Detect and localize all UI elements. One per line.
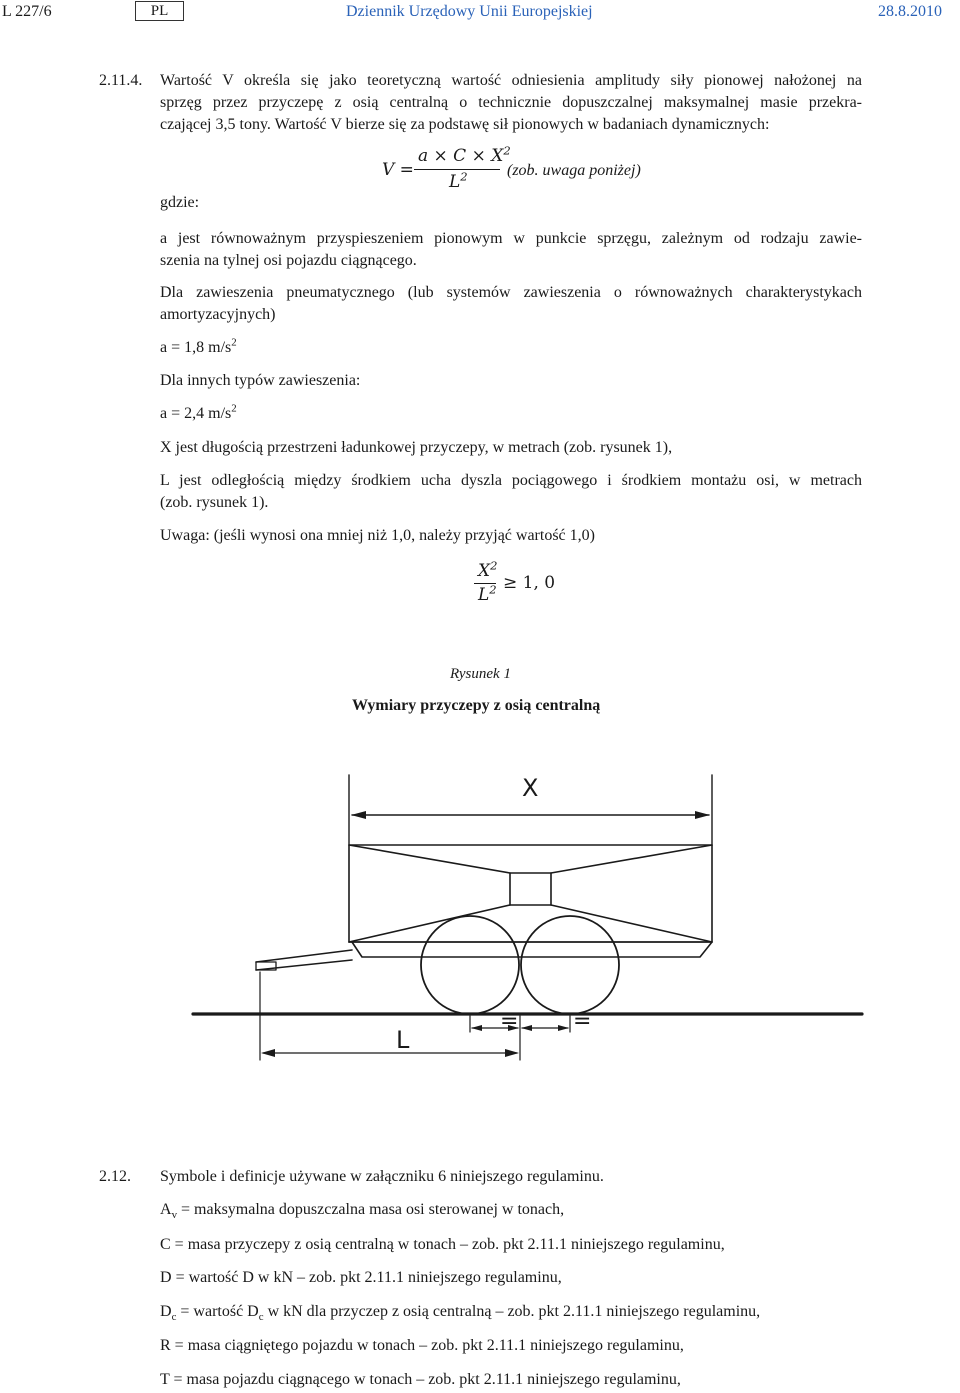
note-text: Uwaga: (jeśli wynosi ona mniej niż 1,0, należy przyjąć wartość 1,0) <box>160 527 595 544</box>
a-value-pneumatic: a = 1,8 $m/s^2$ <box>160 336 237 356</box>
label-l: L <box>396 1026 410 1054</box>
front-wheel <box>421 916 519 1014</box>
body-center-box <box>510 873 551 905</box>
arrowhead <box>558 1025 569 1031</box>
section-number: 2.11.4. <box>99 72 143 89</box>
language-badge: PL <box>135 1 184 21</box>
arrowhead <box>471 1025 482 1031</box>
paragraph-line: czającej 3,5 tony. Wartość V bierze się za podstawę sił pionowych w badaniach dynamicznych: <box>160 116 770 133</box>
formula-lhs: V = <box>382 160 414 180</box>
publication-date: 28.8.2010 <box>878 3 942 20</box>
x-definition: X jest długością przestrzeni ładunkowej przyczepy, w metrach (zob. rysunek 1), <box>160 439 673 456</box>
arrowhead <box>521 1025 532 1031</box>
inequality-denominator: $L^2$ <box>478 582 497 605</box>
paragraph-line: szenia na tylnej osi pojazdu ciągnącego. <box>160 252 417 269</box>
l-definition-line: (zob. rysunek 1). <box>160 494 269 511</box>
arrowhead <box>351 811 366 819</box>
arrowhead <box>695 811 710 819</box>
figure-title: Wymiary przyczepy z osią centralną <box>352 697 601 714</box>
chassis <box>352 942 712 957</box>
label-equal: = <box>500 1009 519 1034</box>
page-reference: L 227/6 <box>2 3 52 20</box>
body-outline <box>349 845 712 942</box>
formula-denominator: $L^2$ <box>449 169 468 192</box>
paragraph-line: a jest równoważnym przyspieszeniem pionowym w punkcie sprzęgu, zależnym od rodzaju zawie- <box>160 230 862 247</box>
arrowhead <box>261 1049 275 1057</box>
body-edge <box>551 905 712 942</box>
paragraph-line: sprzęg przez przyczepę z osią centralną o technicznie dopuszczalnej maksymalnej masie przekra- <box>160 94 862 111</box>
rear-wheel <box>521 916 619 1014</box>
l-definition-line: L jest odległością między środkiem ucha dyszla pociągowego i środkiem montażu osi, w metrach <box>160 472 862 489</box>
label-x: X <box>522 774 539 802</box>
paragraph-line: Wartość V określa się jako teoretyczną wartość odniesienia amplitudy siły pionowej nałożonej na <box>160 72 862 89</box>
paragraph-line: amortyzacyjnych) <box>160 306 276 323</box>
definition-item: R = masa ciągniętego pojazdu w tonach – zob. pkt 2.11.1 niniejszego regulaminu, <box>160 1337 684 1354</box>
inequality-numerator: $X^2$ <box>478 558 498 581</box>
paragraph-line: Dla zawieszenia pneumatycznego (lub systemów zawieszenia o równoważnych charakterystykach <box>160 284 862 301</box>
definition-item: $D_c$ = wartość $D_c$ w kN dla przyczep z osią centralną – zob. pkt 2.11.1 niniejszego regulaminu, <box>160 1303 761 1324</box>
formula-note: (zob. uwaga poniżej) <box>507 162 641 179</box>
inequality-rhs: ≥ 1, 0 <box>503 573 556 593</box>
body-edge <box>349 845 510 873</box>
body-edge <box>551 845 712 873</box>
arrowhead <box>505 1049 519 1057</box>
a-value-other: a = 2,4 $m/s^2$ <box>160 402 237 422</box>
definition-item: D = wartość D w kN – zob. pkt 2.11.1 niniejszego regulaminu, <box>160 1269 562 1286</box>
journal-title: Dziennik Urzędowy Unii Europejskiej <box>346 3 593 20</box>
section-title: Symbole i definicje używane w załączniku 6 niniejszego regulaminu. <box>160 1168 604 1185</box>
label-equal: = <box>573 1009 592 1034</box>
section-number: 2.12. <box>99 1168 131 1185</box>
other-suspension-label: Dla innych typów zawieszenia: <box>160 372 361 389</box>
where-label: gdzie: <box>160 194 200 211</box>
definition-item: T = masa pojazdu ciągnącego w tonach – zob. pkt 2.11.1 niniejszego regulaminu, <box>160 1371 681 1388</box>
definition-item: C = masa przyczepy z osią centralną w tonach – zob. pkt 2.11.1 niniejszego regulaminu, <box>160 1236 725 1253</box>
definition-item: $A_v$ = maksymalna dopuszczalna masa osi sterowanej w tonach, <box>160 1201 565 1222</box>
figure-caption: Rysunek 1 <box>450 666 511 682</box>
formula-numerator: $a \times C \times X^2$ <box>418 143 511 166</box>
drawbar <box>256 950 352 970</box>
